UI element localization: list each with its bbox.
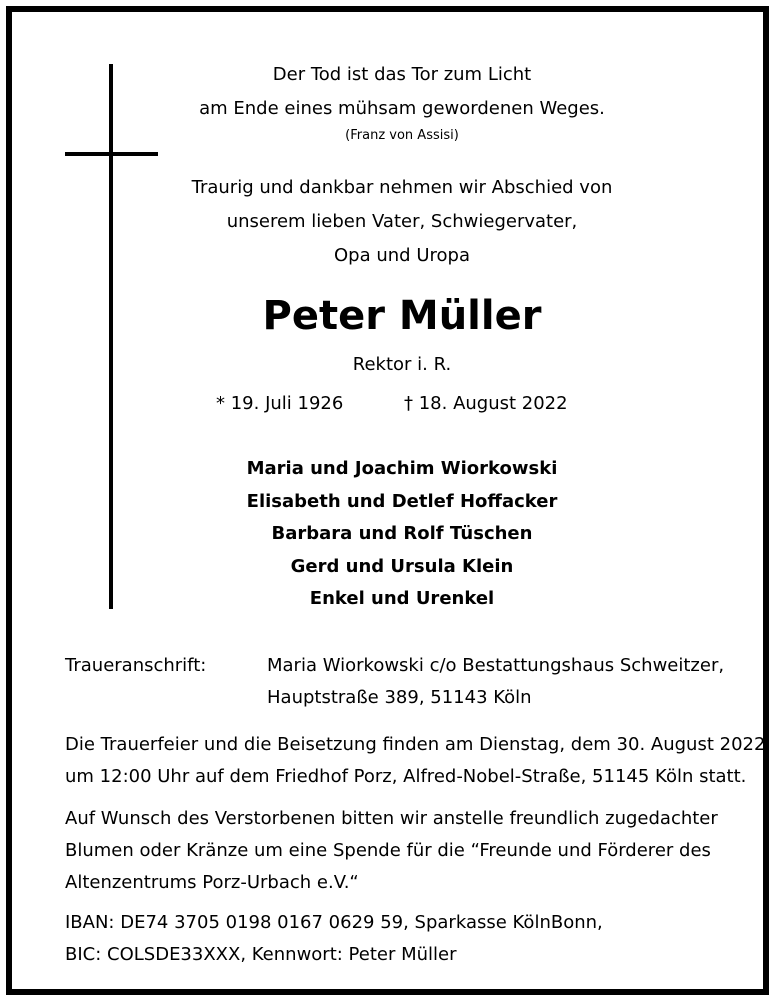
quote <box>152 58 652 146</box>
donation-line-3: Altenzentrums Porz-Urbach e.V.“ <box>65 872 359 893</box>
address-block <box>65 650 735 714</box>
mourners-list <box>152 453 652 616</box>
intro-line-3: Opa und Uropa <box>334 245 470 266</box>
address-line-1: Maria Wiorkowski c/o Bestattungshaus Schweitzer, <box>267 655 725 676</box>
quote-line-2: am Ende eines mühsam gewordenen Weges. <box>199 98 605 119</box>
mourner-4: Gerd und Ursula Klein <box>290 555 514 577</box>
funeral-line-2: um 12:00 Uhr auf dem Friedhof Porz, Alfred-Nobel-Straße, 51145 Köln statt. <box>65 766 747 787</box>
cross-icon-bar <box>65 152 158 156</box>
bank-line-1: IBAN: DE74 3705 0198 0167 0629 59, Sparkasse KölnBonn, <box>65 912 603 933</box>
funeral-line-1: Die Trauerfeier und die Beisetzung finden am Dienstag, dem 30. August 2022 <box>65 734 766 755</box>
funeral-block <box>65 729 766 793</box>
mourner-2: Elisabeth und Detlef Hoffacker <box>246 490 558 512</box>
obituary-frame <box>6 6 769 995</box>
cross-icon <box>109 64 113 609</box>
quote-author: (Franz von Assisi) <box>345 128 459 143</box>
address-line-2: Hauptstraße 389, 51143 Köln <box>267 687 532 708</box>
donation-line-1: Auf Wunsch des Verstorbenen bitten wir anstelle freundlich zugedachter <box>65 808 718 829</box>
bank-line-2: BIC: COLSDE33XXX, Kennwort: Peter Müller <box>65 944 457 965</box>
donation-block <box>65 803 735 899</box>
mourner-5: Enkel und Urenkel <box>309 588 495 609</box>
birth-date: * 19. Juli 1926 <box>216 393 344 414</box>
deceased-name: Peter Müller <box>262 293 542 339</box>
death-date: † 18. August 2022 <box>404 393 568 414</box>
intro-text <box>152 171 652 273</box>
intro-line-2: unserem lieben Vater, Schwiegervater, <box>226 211 578 232</box>
mourner-3: Barbara und Rolf Tüschen <box>271 523 533 544</box>
donation-line-2: Blumen oder Kränze um eine Spende für die “Freunde und Förderer des <box>65 840 711 861</box>
bank-block <box>65 907 735 971</box>
deceased-title: Rektor i. R. <box>352 354 452 375</box>
intro-line-1: Traurig und dankbar nehmen wir Abschied von <box>191 177 613 198</box>
quote-line-1: Der Tod ist das Tor zum Licht <box>272 64 532 85</box>
address-label: Traueranschrift: <box>65 655 207 676</box>
mourner-1: Maria und Joachim Wiorkowski <box>246 458 558 479</box>
